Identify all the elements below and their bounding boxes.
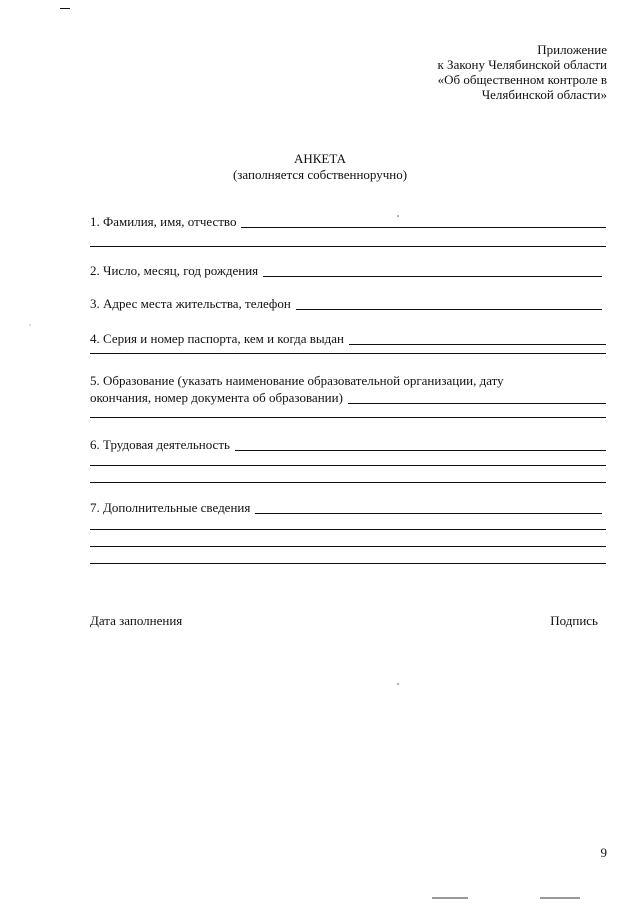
field-work-experience: [90, 437, 606, 453]
fill-line[interactable]: [255, 500, 602, 514]
fill-line-extra[interactable]: [90, 563, 606, 564]
field-passport: [90, 331, 606, 347]
field-label-line-1: 5. Образование (указать наименование образовательной организации, дату: [90, 373, 504, 388]
field-label: 1. Фамилия, имя, отчество: [90, 214, 237, 229]
signature-label: Подпись: [550, 613, 598, 628]
page-number: 9: [600, 845, 607, 860]
fill-line-extra[interactable]: [90, 417, 606, 418]
date-label: Дата заполнения: [90, 613, 183, 628]
fill-line[interactable]: [348, 390, 606, 404]
fill-line[interactable]: [296, 296, 602, 310]
fill-line[interactable]: [241, 214, 606, 228]
fill-line-extra[interactable]: [90, 546, 606, 547]
field-address-phone: [90, 296, 606, 312]
field-birth-date: [90, 263, 606, 279]
fill-line-extra[interactable]: [90, 353, 606, 354]
fill-line-extra[interactable]: [90, 246, 606, 247]
field-label: 6. Трудовая деятельность: [90, 437, 230, 452]
scan-speck: [397, 683, 399, 685]
form-subtitle: (заполняется собственноручно): [232, 167, 408, 182]
form-title: АНКЕТА: [293, 151, 347, 166]
fill-line-extra[interactable]: [90, 482, 606, 483]
field-label: 7. Дополнительные сведения: [90, 500, 251, 515]
field-label: 2. Число, месяц, год рождения: [90, 263, 259, 278]
field-additional-info: [90, 500, 606, 516]
field-education: [90, 373, 606, 406]
appendix-line-1: Приложение: [537, 42, 607, 57]
scan-corner-mark: [60, 8, 70, 9]
fill-line-extra[interactable]: [90, 529, 606, 530]
appendix-line-3: «Об общественном контроле в: [437, 72, 607, 87]
scan-speck: [29, 324, 30, 325]
field-label: 3. Адрес места жительства, телефон: [90, 296, 291, 311]
appendix-line-2: к Закону Челябинской области: [437, 57, 607, 72]
appendix-header: [437, 42, 607, 102]
fill-line[interactable]: [235, 437, 606, 451]
field-label: окончания, номер документа об образовании): [90, 390, 343, 405]
appendix-line-4: Челябинской области»: [481, 87, 607, 102]
fill-line-extra[interactable]: [90, 465, 606, 466]
fill-line[interactable]: [349, 331, 606, 345]
form-title-block: [0, 151, 640, 183]
fill-line[interactable]: [263, 263, 602, 277]
field-full-name: [90, 214, 606, 230]
field-label: 4. Серия и номер паспорта, кем и когда выдан: [90, 331, 344, 346]
